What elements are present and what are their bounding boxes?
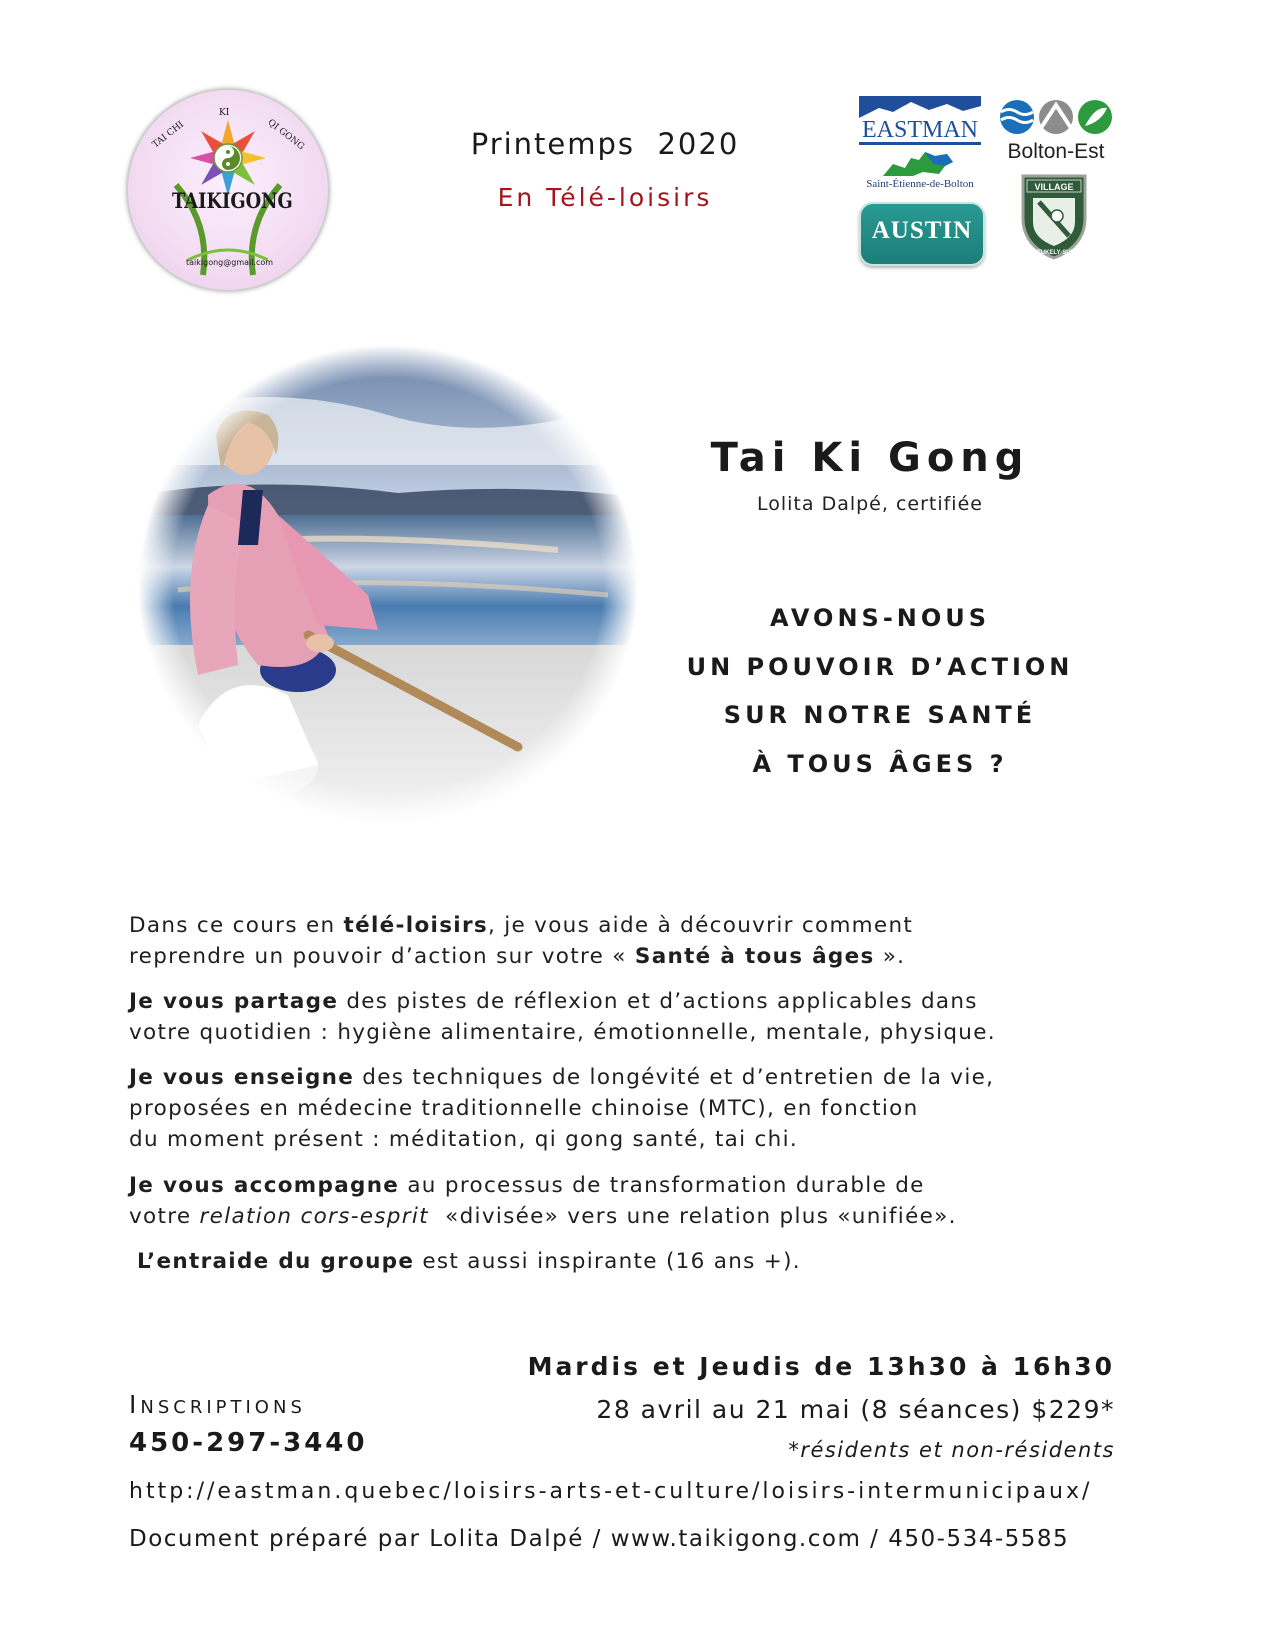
bolton-est-logo <box>997 96 1115 166</box>
eastman-logo <box>859 96 981 144</box>
question-line-4: À TOUS ÂGES ? <box>752 750 1008 778</box>
logo-email: taikigong@gmail.com <box>186 258 274 267</box>
bolton-symbols-icon <box>997 96 1115 140</box>
mountain-icon <box>859 96 981 118</box>
taikigong-logo <box>126 88 330 292</box>
eastman-url-link[interactable]: http://eastman.quebec/loisirs-arts-et-culture/loisirs-intermunicipaux/ <box>129 1479 1093 1504</box>
austin-logo <box>859 202 985 266</box>
paragraph-enseigne: Je vous enseigne des techniques de longévité et d’entretien de la vie, proposées en médecine traditionnelle chinoise (MTC), en fonction du moment présent : méditation, qi gong santé, tai chi. <box>129 1065 995 1152</box>
highlight-enseigne: Je vous enseigne <box>129 1065 355 1090</box>
paragraph-intro: Dans ce cours en télé-loisirs, je vous aide à découvrir comment reprendre un pouvoir d’action sur votre « Santé à tous âges ». <box>129 913 914 969</box>
logo-ki-text: KI <box>219 108 230 118</box>
highlight-tele-loisirs: télé-loisirs <box>343 913 488 938</box>
logo-qi-gong-text: QI GONG <box>265 117 306 153</box>
stukely-bottom-text: STUKELY-SUD <box>1033 250 1075 256</box>
paragraph-accompagne: Je vous accompagne au processus de transformation durable de votre relation cors-esprit «divisée» vers une relation plus «unifiée». <box>129 1173 957 1229</box>
question-line-1: AVONS-NOUS <box>769 604 991 632</box>
highlight-sante: Santé à tous âges <box>634 944 875 969</box>
instructor-photo <box>138 345 638 825</box>
question-line-3: SUR NOTRE SANTÉ <box>723 701 1037 729</box>
bolton-est-label: Bolton-Est <box>1007 140 1105 163</box>
highlight-entraide: L’entraide du groupe <box>137 1249 415 1274</box>
question-line-2: UN POUVOIR D’ACTION <box>686 653 1074 681</box>
season-title: Printemps 2020 <box>470 127 740 161</box>
highlight-accompagne: Je vous accompagne <box>129 1173 400 1198</box>
austin-label: AUSTIN <box>871 217 973 244</box>
logo-tai-chi-text: TAI CHI <box>150 119 186 151</box>
st-etienne-logo <box>853 150 987 192</box>
instructor-name: Lolita Dalpé, certifiée <box>757 493 983 515</box>
course-title: Tai Ki Gong <box>710 435 1030 481</box>
paragraph-entraide: L’entraide du groupe est aussi inspirante (16 ans +). <box>137 1249 801 1274</box>
footer-credit: Document préparé par Lolita Dalpé / www.taikigong.com / 450-534-5585 <box>129 1526 1070 1552</box>
season-subtitle: En Télé-loisirs <box>497 183 713 212</box>
highlight-partage: Je vous partage <box>129 989 339 1014</box>
inscriptions-phone[interactable]: 450-297-3440 <box>129 1428 368 1458</box>
schedule-note: *résidents et non-résidents <box>788 1438 1115 1462</box>
stukely-top-text: VILLAGE <box>1034 182 1074 192</box>
shield-icon <box>1019 172 1089 260</box>
inscriptions-label: Inscriptions <box>129 1390 306 1419</box>
highlight-relation: relation cors-esprit <box>199 1204 429 1229</box>
schedule-dates: 28 avril au 21 mai (8 séances) $229* <box>596 1395 1115 1424</box>
tai-chi-scene-image <box>138 345 638 825</box>
map-shape-icon <box>853 150 987 178</box>
paragraph-partage: Je vous partage des pistes de réflexion et d’actions applicables dans votre quotidien : hygiène alimentaire, émotionnelle, mentale, physique. <box>129 989 996 1045</box>
st-etienne-label: Saint-Étienne-de-Bolton <box>866 178 974 190</box>
logo-wordmark: TAIKIGONG <box>172 188 293 213</box>
schedule-days: Mardis et Jeudis de 13h30 à 16h30 <box>527 1352 1115 1381</box>
eastman-label: EASTMAN <box>859 118 981 145</box>
stukely-sud-logo <box>1019 172 1089 260</box>
